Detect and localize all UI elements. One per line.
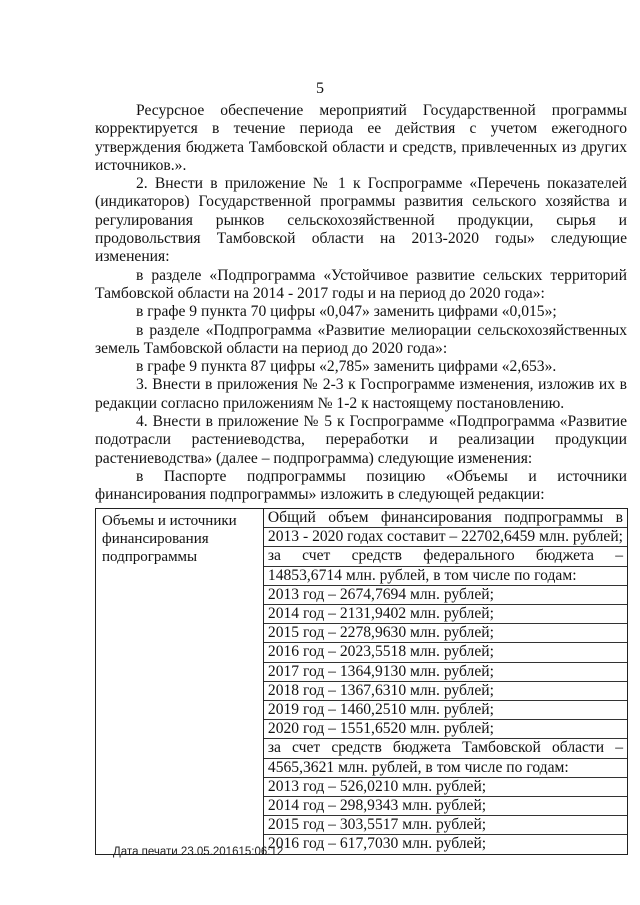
paragraph-line: 4. Внести в приложение № 5 к Госпрограмме «Подпрограмма «Развитие: [136, 413, 627, 431]
paragraph-line: финансирования подпрограммы» изложить в следующей редакции:: [95, 486, 545, 504]
table-row: [96, 509, 628, 855]
field-value-line: 2014 год – 2131,9402 млн. рублей;: [264, 605, 627, 624]
paragraph-line: 2. Внести в приложение № 1 к Госпрограмме «Перечень показателей: [136, 175, 627, 193]
paragraph-line: земель Тамбовской области на период до 2020 года»:: [95, 339, 448, 357]
paragraph-line: продовольствия Тамбовской области на 2013-2020 годы» следующие: [95, 230, 627, 248]
paragraph-line: корректируется в течение периода ее действия с учетом ежегодного: [95, 120, 627, 138]
paragraph-line: регулирования рынков сельскохозяйственной продукции, сырья и: [95, 211, 627, 229]
field-name-line: Объемы и источники: [102, 513, 237, 529]
field-value-line: 2013 - 2020 годах составит – 22702,6459 млн. рублей;: [264, 528, 627, 547]
paragraph-line: в графе 9 пункта 70 цифры «0,047» заменить цифрами «0,015»;: [136, 303, 557, 321]
paragraph: [95, 468, 627, 505]
paragraph-line: Ресурсное обеспечение мероприятий Государственной программы: [136, 102, 627, 119]
passport-table: [95, 508, 628, 855]
field-value-line: за счет средств бюджета Тамбовской области –: [264, 739, 627, 758]
paragraph-line: Тамбовской области на 2014 - 2017 годы и на период до 2020 года»:: [95, 284, 545, 302]
field-value-line: 2013 год – 526,0210 млн. рублей;: [264, 778, 627, 797]
print-date: Дата печати 23.05.201615:06:12: [113, 846, 284, 858]
field-value-line: 2018 год – 1367,6310 млн. рублей;: [264, 682, 627, 701]
paragraph-line: источников.».: [95, 156, 187, 174]
paragraph-line: растениеводства» (далее – подпрограмма) следующие изменения:: [95, 449, 533, 467]
field-value-line: 4565,3621 млн. рублей, в том числе по годам:: [264, 759, 627, 778]
paragraph: [95, 322, 627, 359]
paragraph-line: 3. Внести в приложения № 2-3 к Госпрограмме изменения, изложив их в: [136, 376, 627, 394]
paragraph-line: в разделе «Подпрограмма «Развитие мелиорации сельскохозяйственных: [136, 321, 627, 339]
field-name-cell: [96, 509, 264, 855]
paragraph: [95, 376, 627, 413]
field-value-line: Общий объем финансирования подпрограммы в: [264, 509, 627, 528]
paragraph-line: изменения:: [95, 248, 170, 266]
field-value-line: 2019 год – 1460,2510 млн. рублей;: [264, 701, 627, 720]
paragraph-line: (индикаторов) Государственной программы развития сельского хозяйства и: [95, 193, 627, 211]
paragraph-line: подотрасли растениеводства, переработки и реализации продукции: [95, 431, 627, 449]
paragraph: [95, 175, 627, 266]
field-value-line: за счет средств федерального бюджета –: [264, 547, 627, 566]
paragraph-line: в графе 9 пункта 87 цифры «2,785» заменить цифрами «2,653».: [136, 358, 557, 376]
field-value-line: 2015 год – 303,5517 млн. рублей;: [264, 816, 627, 835]
paragraph: [95, 413, 627, 468]
paragraph-line: в разделе «Подпрограмма «Устойчивое развитие сельских территорий: [136, 266, 627, 284]
paragraph: [95, 303, 627, 321]
paragraph-line: утверждения бюджета Тамбовской области и средств, привлеченных из других: [95, 138, 627, 156]
field-value-line: 2014 год – 298,9343 млн. рублей;: [264, 797, 627, 816]
field-value-line: 2017 год – 1364,9130 млн. рублей;: [264, 663, 627, 682]
field-value-line: 14853,6714 млн. рублей, в том числе по годам:: [264, 567, 627, 586]
paragraph-line: редакции согласно приложениям № 1-2 к настоящему постановлению.: [95, 394, 565, 412]
page-number: 5: [316, 80, 324, 97]
field-name-line: подпрограммы: [102, 549, 198, 565]
field-value-line: 2016 год – 617,7030 млн. рублей;: [267, 835, 487, 853]
paragraph: [95, 358, 627, 376]
field-value-line: 2016 год – 2023,5518 млн. рублей;: [264, 643, 627, 662]
field-name-line: финансирования: [102, 531, 209, 547]
field-value-cell: [263, 509, 627, 855]
paragraph: [95, 267, 627, 304]
field-value-line: 2013 год – 2674,7694 млн. рублей;: [264, 586, 627, 605]
field-value-line: 2015 год – 2278,9630 млн. рублей;: [264, 624, 627, 643]
paragraph-line: в Паспорте подпрограммы позицию «Объемы и источники: [136, 467, 627, 485]
document-body: [95, 102, 627, 505]
field-value-line: 2020 год – 1551,6520 млн. рублей;: [264, 720, 627, 739]
paragraph: [95, 102, 627, 175]
